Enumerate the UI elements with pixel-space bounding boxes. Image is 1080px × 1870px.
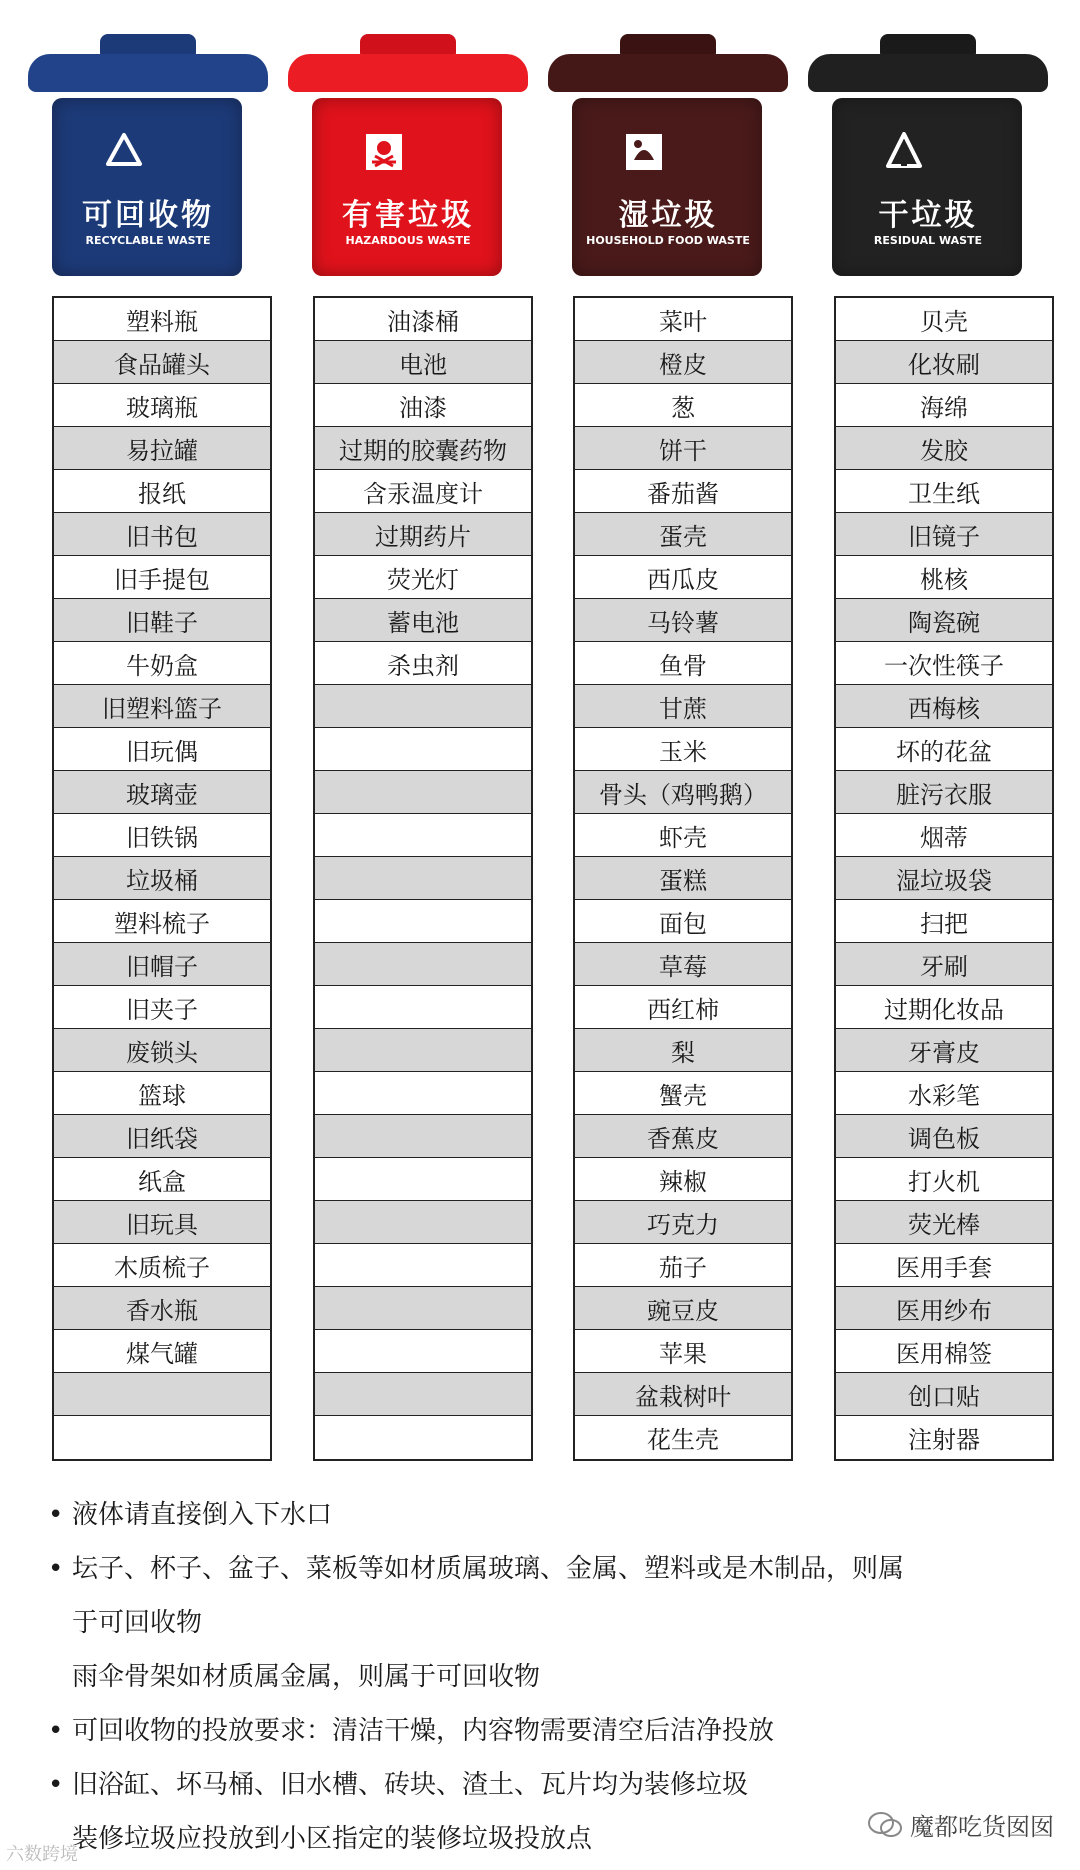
note-text: 坛子、杯子、盆子、菜板等如材质属玻璃、金属、塑料或是木制品，则属 <box>72 1554 905 1584</box>
note-line <box>48 1488 1048 1542</box>
list-item: 虾壳 <box>575 814 791 857</box>
list-item: 旧镜子 <box>836 513 1052 556</box>
bin-lid-handle <box>360 34 456 56</box>
bin-subtitle: HOUSEHOLD FOOD WASTE <box>586 234 750 247</box>
bin-hazardous <box>288 0 528 290</box>
bin-recyclable <box>28 0 268 290</box>
watermark-left: 六数跨境 <box>6 1844 78 1865</box>
list-item: 菜叶 <box>575 298 791 341</box>
list-item: 杀虫剂 <box>315 642 531 685</box>
bin-body <box>572 98 762 276</box>
watermark-text: 魔都吃货囡囡 <box>910 1813 1054 1841</box>
list-item: 一次性筷子 <box>836 642 1052 685</box>
list-item: 电池 <box>315 341 531 384</box>
list-item: 垃圾桶 <box>54 857 270 900</box>
residual-icon <box>880 128 928 176</box>
list-item: 篮球 <box>54 1072 270 1115</box>
list-item <box>315 1330 531 1373</box>
list-item: 盆栽树叶 <box>575 1373 791 1416</box>
note-text: 于可回收物 <box>72 1608 203 1638</box>
wechat-icon <box>868 1811 902 1839</box>
list-item: 甘蔗 <box>575 685 791 728</box>
list-item: 玻璃瓶 <box>54 384 270 427</box>
note-text: 可回收物的投放要求：清洁干燥，内容物需要清空后洁净投放 <box>72 1716 775 1746</box>
list-item: 桃核 <box>836 556 1052 599</box>
list-item: 过期的胶囊药物 <box>315 427 531 470</box>
list-item: 旧纸袋 <box>54 1115 270 1158</box>
list-item <box>315 685 531 728</box>
bin-body <box>52 98 242 276</box>
bin-lid <box>28 54 268 92</box>
bin-title: 干垃圾 <box>878 198 978 233</box>
list-item: 荧光棒 <box>836 1201 1052 1244</box>
list-item: 注射器 <box>908 1426 980 1454</box>
list-item <box>315 1115 531 1158</box>
list-item: 易拉罐 <box>54 427 270 470</box>
list-item: 橙皮 <box>575 341 791 384</box>
list-item <box>315 857 531 900</box>
list-item: 脏污衣服 <box>836 771 1052 814</box>
list-item: 煤气罐 <box>54 1330 270 1373</box>
bin-lid-handle <box>620 34 716 56</box>
list-item: 茄子 <box>575 1244 791 1287</box>
list-item: 化妆刷 <box>836 341 1052 384</box>
watermark-right <box>868 1807 1054 1842</box>
bin-body <box>832 98 1022 276</box>
list-item: 蛋糕 <box>575 857 791 900</box>
list-item: 牛奶盒 <box>54 642 270 685</box>
column-recyclable <box>52 296 272 1461</box>
note-line <box>48 1596 1048 1650</box>
list-item <box>315 1416 531 1459</box>
list-item: 饼干 <box>575 427 791 470</box>
list-item: 苹果 <box>575 1330 791 1373</box>
list-item: 梨 <box>575 1029 791 1072</box>
bin-lid <box>808 54 1048 92</box>
bin-title: 有害垃圾 <box>342 198 474 233</box>
list-item: 豌豆皮 <box>575 1287 791 1330</box>
note-text: 雨伞骨架如材质属金属，则属于可回收物 <box>72 1662 541 1692</box>
list-item: 水彩笔 <box>836 1072 1052 1115</box>
note-text: 液体请直接倒入下水口 <box>72 1500 333 1530</box>
note-line <box>48 1650 1048 1704</box>
note-line <box>48 1542 1048 1596</box>
list-item: 香水瓶 <box>54 1287 270 1330</box>
list-item <box>315 1287 531 1330</box>
list-item: 创口贴 <box>836 1373 1052 1416</box>
list-item: 牙膏皮 <box>836 1029 1052 1072</box>
list-item <box>315 1072 531 1115</box>
list-item: 旧书包 <box>54 513 270 556</box>
bullet: • <box>48 1716 64 1746</box>
bin-title: 可回收物 <box>82 198 214 233</box>
hazard-icon <box>360 128 408 176</box>
list-item: 旧塑料篮子 <box>54 685 270 728</box>
column-residual <box>834 296 1054 1461</box>
list-item: 旧鞋子 <box>54 599 270 642</box>
bin-lid-handle <box>100 34 196 56</box>
list-item: 西瓜皮 <box>575 556 791 599</box>
list-item: 木质梳子 <box>54 1244 270 1287</box>
bullet: • <box>48 1770 64 1800</box>
list-item <box>315 1029 531 1072</box>
list-item: 医用棉签 <box>836 1330 1052 1373</box>
bin-subtitle: RESIDUAL WASTE <box>873 234 983 247</box>
list-item: 骨头（鸡鸭鹅） <box>575 771 791 814</box>
bullet: • <box>48 1500 64 1530</box>
list-item <box>54 1416 270 1459</box>
list-item: 牙刷 <box>836 943 1052 986</box>
list-item <box>315 1244 531 1287</box>
list-item: 旧玩具 <box>54 1201 270 1244</box>
list-item: 含汞温度计 <box>315 470 531 513</box>
list-item: 草莓 <box>575 943 791 986</box>
list-item: 蓄电池 <box>315 599 531 642</box>
list-item: 油漆桶 <box>315 298 531 341</box>
list-item: 花生壳 <box>647 1426 719 1454</box>
bin-lid-handle <box>880 34 976 56</box>
list-item: 蟹壳 <box>575 1072 791 1115</box>
bin-residual <box>808 0 1048 290</box>
list-item: 废锁头 <box>54 1029 270 1072</box>
list-item: 巧克力 <box>575 1201 791 1244</box>
note-text: 旧浴缸、坏马桶、旧水槽、砖块、渣土、瓦片均为装修垃圾 <box>72 1770 749 1800</box>
list-item: 海绵 <box>836 384 1052 427</box>
list-item: 烟蒂 <box>836 814 1052 857</box>
list-item: 面包 <box>575 900 791 943</box>
list-item <box>315 1373 531 1416</box>
list-item: 玉米 <box>575 728 791 771</box>
list-item: 发胶 <box>836 427 1052 470</box>
bin-subtitle: RECYCLABLE WASTE <box>85 234 211 247</box>
list-item: 陶瓷碗 <box>836 599 1052 642</box>
list-item: 贝壳 <box>836 298 1052 341</box>
list-item: 番茄酱 <box>575 470 791 513</box>
list-item: 医用纱布 <box>836 1287 1052 1330</box>
bin-title: 湿垃圾 <box>618 198 718 233</box>
list-item: 香蕉皮 <box>575 1115 791 1158</box>
list-item: 卫生纸 <box>836 470 1052 513</box>
list-item <box>315 771 531 814</box>
list-item: 调色板 <box>836 1115 1052 1158</box>
list-item: 过期化妆品 <box>836 986 1052 1029</box>
list-item: 旧铁锅 <box>54 814 270 857</box>
list-item <box>315 728 531 771</box>
note-line <box>48 1758 1048 1812</box>
list-item: 塑料瓶 <box>54 298 270 341</box>
list-item: 过期药片 <box>315 513 531 556</box>
bin-subtitle: HAZARDOUS WASTE <box>345 234 471 247</box>
list-item: 蛋壳 <box>575 513 791 556</box>
list-item: 打火机 <box>836 1158 1052 1201</box>
list-item: 塑料梳子 <box>54 900 270 943</box>
food-icon <box>620 128 668 176</box>
list-item: 坏的花盆 <box>836 728 1052 771</box>
list-item <box>315 1158 531 1201</box>
list-item: 旧帽子 <box>54 943 270 986</box>
list-item: 西红柿 <box>575 986 791 1029</box>
bin-household-food <box>548 0 788 290</box>
bin-body <box>312 98 502 276</box>
list-item: 旧夹子 <box>54 986 270 1029</box>
list-item: 鱼骨 <box>575 642 791 685</box>
list-item: 医用手套 <box>836 1244 1052 1287</box>
list-item <box>54 1373 270 1416</box>
bin-lid <box>548 54 788 92</box>
list-item <box>315 943 531 986</box>
list-item: 纸盒 <box>54 1158 270 1201</box>
list-item: 旧手提包 <box>54 556 270 599</box>
bin-lid <box>288 54 528 92</box>
recycle-icon <box>100 128 148 176</box>
list-item: 扫把 <box>836 900 1052 943</box>
list-item: 报纸 <box>54 470 270 513</box>
list-item: 荧光灯 <box>315 556 531 599</box>
note-text: 装修垃圾应投放到小区指定的装修垃圾投放点 <box>72 1824 593 1854</box>
column-hazardous <box>313 296 533 1461</box>
list-item <box>315 814 531 857</box>
column-household-food <box>573 296 793 1461</box>
list-item: 油漆 <box>315 384 531 427</box>
note-line <box>48 1704 1048 1758</box>
list-item: 葱 <box>575 384 791 427</box>
list-item: 湿垃圾袋 <box>836 857 1052 900</box>
list-item <box>315 900 531 943</box>
bullet: • <box>48 1554 64 1584</box>
list-item: 马铃薯 <box>575 599 791 642</box>
list-item <box>315 1201 531 1244</box>
bins-header <box>0 0 1080 290</box>
list-item: 西梅核 <box>836 685 1052 728</box>
list-item: 旧玩偶 <box>54 728 270 771</box>
list-item: 辣椒 <box>575 1158 791 1201</box>
list-item: 玻璃壶 <box>54 771 270 814</box>
list-item: 食品罐头 <box>54 341 270 384</box>
list-item <box>315 986 531 1029</box>
